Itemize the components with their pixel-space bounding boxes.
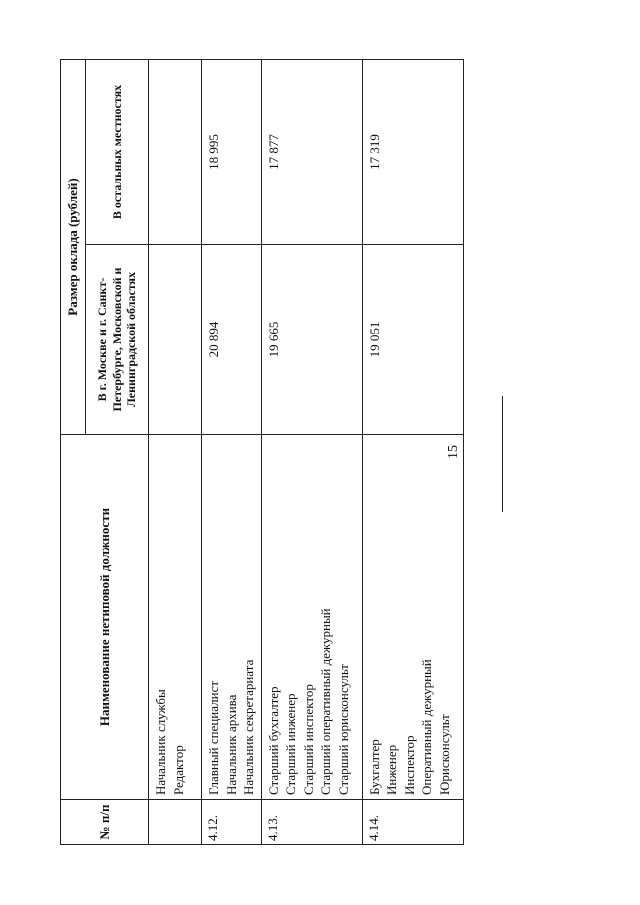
position-name: Инженер — [384, 744, 400, 795]
salary-moscow: 20 894 — [202, 245, 262, 435]
position-name: Редактор — [170, 745, 186, 795]
salary-moscow — [149, 245, 202, 435]
salary-other: 18 995 — [202, 59, 262, 244]
table-row — [261, 59, 362, 844]
position-name: Старший оперативный дежурный — [318, 608, 334, 795]
salary-table — [60, 59, 464, 845]
position-name: Старший юрисконсульт — [335, 664, 351, 795]
row-num: 4.14. — [362, 800, 463, 845]
header-salary-group: Размер оклада (рублей) — [61, 59, 86, 434]
salary-other: 17 877 — [261, 59, 362, 244]
position-name: Старший инспектор — [300, 684, 316, 795]
position-name: Начальник архива — [223, 694, 239, 795]
position-name: Главный специалист — [206, 680, 221, 795]
table-row — [362, 59, 463, 844]
row-positions — [261, 435, 362, 800]
row-positions — [149, 435, 202, 800]
rotated-table-wrapper — [60, 60, 462, 845]
row-num: 4.12. — [202, 800, 262, 845]
position-name: Старший бухгалтер — [265, 686, 281, 795]
header-position-name: Наименование нетиповой должности — [61, 435, 149, 800]
row-positions — [202, 435, 262, 800]
footer-rule — [502, 396, 503, 512]
salary-moscow: 19 665 — [261, 245, 362, 435]
header-salary-other: В остальных местностях — [86, 59, 149, 244]
salary-other — [149, 59, 202, 244]
position-name: Инспектор — [401, 735, 417, 795]
position-name: Юрисконсульт — [436, 714, 452, 795]
row-num: 4.13. — [261, 800, 362, 845]
row-positions — [362, 435, 463, 800]
position-name: Начальник секретариата — [241, 659, 257, 795]
position-name: Начальник службы — [153, 689, 168, 795]
row-num — [149, 800, 202, 845]
table-row — [202, 59, 262, 844]
header-salary-moscow: В г. Москве и г. Санкт-Петербурге, Московской и Ленинградской областях — [86, 245, 149, 435]
page-number: 15 — [446, 445, 461, 459]
salary-other: 17 319 — [362, 59, 463, 244]
table-row — [149, 59, 202, 844]
salary-moscow: 19 051 — [362, 245, 463, 435]
position-name: Старший инженер — [283, 693, 299, 795]
header-num: № п/п — [61, 800, 149, 845]
position-name: Бухгалтер — [366, 739, 382, 795]
position-name: Оперативный дежурный — [419, 659, 435, 795]
